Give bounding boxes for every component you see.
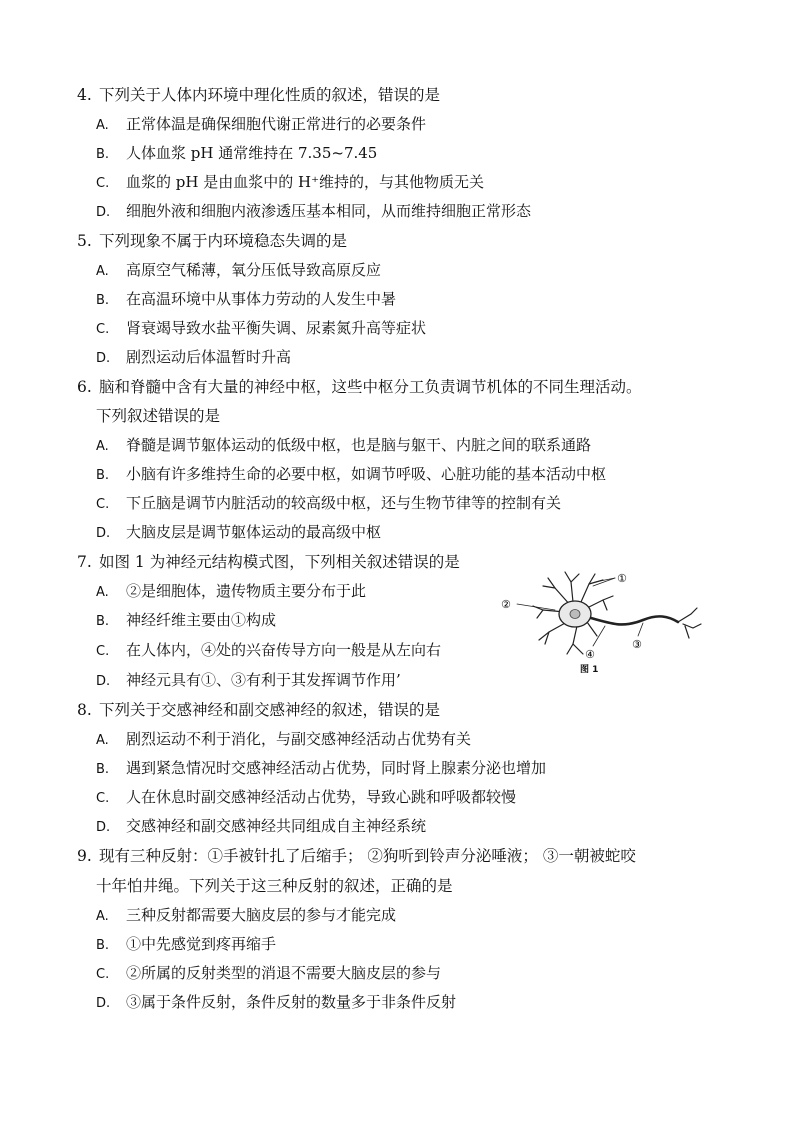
question-8-option-c	[96, 787, 516, 809]
option-text: 剧烈运动不利于消化，与副交感神经活动占优势有关	[126, 730, 472, 748]
question-7-stem	[77, 552, 460, 572]
option-letter: A.	[96, 118, 109, 133]
option-text: 肾衰竭导致水盐平衡失调、尿素氮升高等症状	[126, 319, 427, 337]
option-text: ③属于条件反射，条件反射的数量多于非条件反射	[126, 993, 457, 1011]
option-text: 小脑有许多维持生命的必要中枢，如调节呼吸、心脏功能的基本活动中枢	[126, 465, 607, 483]
axon	[591, 616, 678, 624]
question-7-option-b	[96, 610, 276, 632]
question-text: 下列现象不属于内环境稳态失调的是	[99, 232, 348, 250]
question-5-stem	[77, 231, 347, 251]
option-text: 脊髓是调节躯体运动的低级中枢，也是脑与躯干、内脏之间的联系通路	[126, 436, 592, 454]
option-text: 大脑皮层是调节躯体运动的最高级中枢	[126, 523, 382, 541]
question-9-stem	[77, 846, 636, 866]
question-number: 5.	[77, 232, 92, 250]
label-3: ③	[632, 638, 642, 651]
option-letter: C.	[96, 176, 110, 191]
question-text: 如图 1 为神经元结构模式图，下列相关叙述错误的是	[99, 553, 460, 571]
option-letter: A.	[96, 909, 109, 924]
question-5-option-a	[96, 260, 381, 282]
question-5-option-c	[96, 318, 426, 340]
question-4-option-c	[96, 172, 484, 194]
question-4-option-a	[96, 114, 426, 136]
question-text: 下列关于人体内环境中理化性质的叙述，错误的是	[99, 86, 441, 104]
question-4-option-d	[96, 201, 531, 223]
figure-caption: 图 1	[580, 665, 599, 675]
option-text: 正常体温是确保细胞代谢正常进行的必要条件	[126, 115, 427, 133]
question-9-option-d	[96, 992, 456, 1014]
question-number: 7.	[77, 553, 92, 571]
question-number: 9.	[77, 847, 92, 865]
option-letter: D.	[96, 205, 111, 220]
question-7-option-c	[96, 640, 441, 662]
label-2: ②	[501, 598, 511, 611]
question-9-option-a	[96, 905, 396, 927]
label-4: ④	[585, 648, 595, 661]
option-text: 细胞外液和细胞内液渗透压基本相同，从而维持细胞正常形态	[126, 202, 532, 220]
question-number: 4.	[77, 86, 92, 104]
option-text: ②所属的反射类型的消退不需要大脑皮层的参与	[126, 964, 442, 982]
option-text: 三种反射都需要大脑皮层的参与才能完成	[126, 906, 397, 924]
option-text: 剧烈运动后体温暂时升高	[126, 348, 292, 366]
option-letter: A.	[96, 264, 109, 279]
question-8-option-a	[96, 729, 471, 751]
option-text: 下丘脑是调节内脏活动的较高级中枢，还与生物节律等的控制有关	[126, 494, 562, 512]
question-4-option-b	[96, 143, 377, 165]
question-6-option-d	[96, 522, 381, 544]
option-text: 血浆的 pH 是由血浆中的 H⁺维持的，与其他物质无关	[126, 173, 484, 191]
neuron-diagram	[493, 566, 708, 676]
nucleus	[570, 610, 580, 619]
question-6-option-b	[96, 464, 606, 486]
question-7-option-a	[96, 581, 366, 603]
option-letter: B.	[96, 762, 110, 777]
option-text: ②是细胞体，遗传物质主要分布于此	[126, 582, 367, 600]
question-4-stem	[77, 85, 440, 105]
question-6-option-a	[96, 435, 591, 457]
option-letter: B.	[96, 614, 110, 629]
option-text: ①中先感觉到疼再缩手	[126, 935, 277, 953]
option-letter: D.	[96, 996, 111, 1011]
option-letter: D.	[96, 351, 111, 366]
option-text: 神经元具有①、③有利于其发挥调节作用’	[126, 671, 401, 689]
question-6-option-c	[96, 493, 561, 515]
question-8-option-d	[96, 816, 426, 838]
option-letter: C.	[96, 967, 110, 982]
option-letter: C.	[96, 791, 110, 806]
option-letter: B.	[96, 468, 110, 483]
label-1: ①	[617, 572, 627, 585]
option-letter: D.	[96, 526, 111, 541]
option-letter: A.	[96, 439, 109, 454]
question-number: 8.	[77, 701, 92, 719]
option-text: 神经纤维主要由①构成	[126, 611, 277, 629]
option-letter: B.	[96, 293, 110, 308]
option-text: 人体血浆 pH 通常维持在 7.35~7.45	[126, 144, 378, 162]
option-text: 高原空气稀薄，氧分压低导致高原反应	[126, 261, 382, 279]
option-text: 遇到紧急情况时交感神经活动占优势，同时肾上腺素分泌也增加	[126, 759, 547, 777]
question-6-stem-continued: 下列叙述错误的是	[96, 407, 221, 425]
option-text: 在人体内，④处的兴奋传导方向一般是从左向右	[126, 641, 442, 659]
option-letter: C.	[96, 497, 110, 512]
question-6-stem	[77, 377, 642, 397]
option-text: 在高温环境中从事体力劳动的人发生中暑	[126, 290, 397, 308]
question-9-option-b	[96, 934, 276, 956]
question-text: 下列关于交感神经和副交感神经的叙述，错误的是	[99, 701, 441, 719]
question-8-option-b	[96, 758, 546, 780]
question-5-option-b	[96, 289, 396, 311]
option-text: 人在休息时副交感神经活动占优势，导致心跳和呼吸都较慢	[126, 788, 517, 806]
option-text: 交感神经和副交感神经共同组成自主神经系统	[126, 817, 427, 835]
option-letter: D.	[96, 674, 111, 689]
option-letter: A.	[96, 733, 109, 748]
question-text: 脑和脊髓中含有大量的神经中枢，这些中枢分工负责调节机体的不同生理活动。	[99, 378, 642, 396]
option-letter: C.	[96, 644, 110, 659]
question-9-option-c	[96, 963, 441, 985]
option-letter: B.	[96, 938, 110, 953]
question-7-option-d	[96, 670, 401, 692]
option-letter: B.	[96, 147, 110, 162]
question-8-stem	[77, 700, 440, 720]
option-letter: D.	[96, 820, 111, 835]
question-number: 6.	[77, 378, 92, 396]
question-text: 现有三种反射：①手被针扎了后缩手； ②狗听到铃声分泌唾液； ③一朝被蛇咬	[99, 847, 636, 865]
option-letter: A.	[96, 585, 109, 600]
option-letter: C.	[96, 322, 110, 337]
question-5-option-d	[96, 347, 291, 369]
question-9-stem-continued: 十年怕井绳。下列关于这三种反射的叙述，正确的是	[96, 877, 453, 895]
